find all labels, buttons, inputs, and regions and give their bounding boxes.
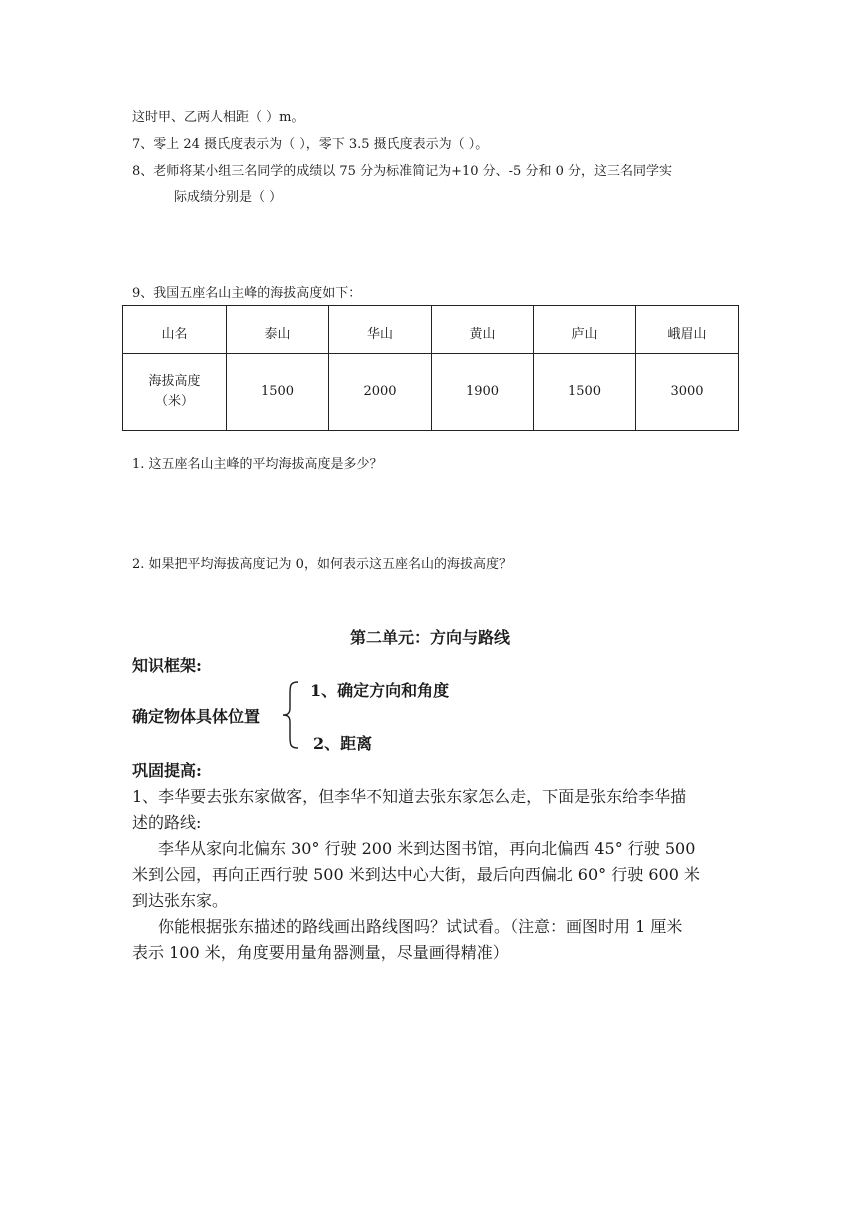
improve-label: 巩固提高:	[132, 761, 202, 780]
table-header-cell: 华山	[329, 306, 432, 354]
curly-brace-icon	[280, 680, 300, 750]
question-8-line1: 8、老师将某小组三名同学的成绩以 75 分为标准简记为+10 分、-5 分和 0 分，这三名同学实	[132, 164, 672, 179]
framework-branch-1: 1、确定方向和角度	[310, 681, 450, 700]
question-8-line2: 际成绩分别是（ ）	[174, 190, 283, 205]
table-cell: 3000	[636, 354, 739, 431]
table-header-cell: 山名	[123, 306, 227, 354]
table-header-cell: 庐山	[534, 306, 636, 354]
subquestion-1: 1. 这五座名山主峰的平均海拔高度是多少？	[132, 457, 383, 472]
problem-1-line6: 你能根据张东描述的路线画出路线图吗？试试看。（注意：画图时用 1 厘米	[158, 917, 683, 936]
table-cell: 1900	[432, 354, 534, 431]
question-6-continuation: 这时甲、乙两人相距（ ）m。	[132, 110, 305, 125]
problem-1-line7: 表示 100 米，角度要用量角器测量，尽量画得精准）	[132, 943, 509, 962]
framework-branch-2: 2、距离	[313, 734, 373, 753]
row-label-line2: （米）	[154, 394, 194, 409]
table-row-label	[123, 354, 227, 431]
problem-1-line1: 1、李华要去张东家做客，但李华不知道去张东家怎么走，下面是张东给李华描	[132, 787, 687, 806]
framework-topic: 确定物体具体位置	[132, 707, 261, 726]
mountain-altitude-table	[122, 305, 739, 431]
subquestion-2: 2. 如果把平均海拔高度记为 0，如何表示这五座名山的海拔高度？	[132, 557, 512, 572]
problem-1-line3: 李华从家向北偏东 30° 行驶 200 米到达图书馆，再向北偏西 45° 行驶 500	[158, 839, 696, 858]
table-cell: 2000	[329, 354, 432, 431]
question-9: 9、我国五座名山主峰的海拔高度如下：	[132, 286, 362, 301]
row-label-line1: 海拔高度	[148, 374, 201, 389]
table-header-cell: 峨眉山	[636, 306, 739, 354]
table-header-row	[123, 306, 739, 354]
framework-label: 知识框架:	[132, 656, 202, 675]
problem-1-line4: 米到公园，再向正西行驶 500 米到达中心大街，最后向西偏北 60° 行驶 600 米	[132, 865, 700, 884]
unit-2-title: 第二单元：方向与路线	[349, 628, 510, 647]
question-7: 7、零上 24 摄氏度表示为（ ），零下 3.5 摄氏度表示为（ ）。	[132, 137, 489, 152]
problem-1-line5: 到达张东家。	[132, 891, 229, 910]
problem-1-line2: 述的路线:	[132, 813, 202, 832]
table-header-cell: 泰山	[227, 306, 329, 354]
table-row	[123, 354, 739, 431]
table-cell: 1500	[534, 354, 636, 431]
table-header-cell: 黄山	[432, 306, 534, 354]
table-cell: 1500	[227, 354, 329, 431]
